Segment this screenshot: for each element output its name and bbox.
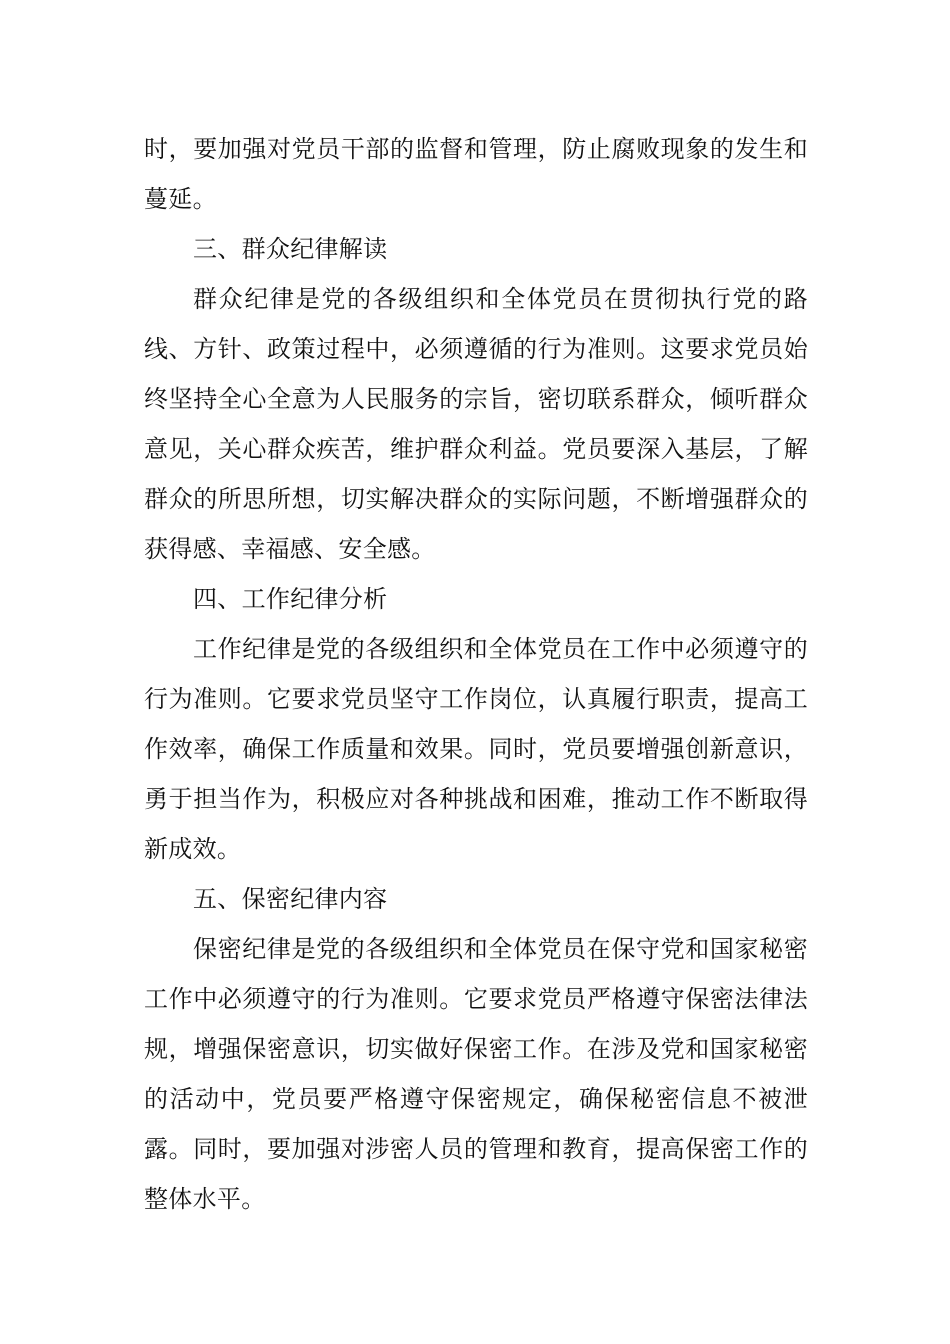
section-heading-work-discipline: 四、工作纪律分析 [193, 585, 388, 613]
section-heading-mass-discipline: 三、群众纪律解读 [193, 235, 388, 263]
document-body [144, 124, 808, 1224]
paragraph-mass-discipline: 群众纪律是党的各级组织和全体党员在贯彻执行党的路线、方针、政策过程中，必须遵循的行为准则。这要求党员始终坚持全心全意为人民服务的宗旨，密切联系群众，倾听群众意见，关心群众疾苦，维护群众利益。党员要深入基层，了解群众的所思所想，切实解决群众的实际问题，不断增强群众的获得感、幸福感、安全感。 [144, 285, 808, 563]
paragraph-continuation: 时，要加强对党员干部的监督和管理，防止腐败现象的发生和蔓延。 [144, 135, 808, 213]
section-heading-confidentiality-discipline: 五、保密纪律内容 [193, 885, 388, 913]
paragraph-confidentiality-discipline: 保密纪律是党的各级组织和全体党员在保守党和国家秘密工作中必须遵守的行为准则。它要求党员严格遵守保密法律法规，增强保密意识，切实做好保密工作。在涉及党和国家秘密的活动中，党员要严格遵守保密规定，确保秘密信息不被泄露。同时，要加强对涉密人员的管理和教育，提高保密工作的整体水平。 [144, 935, 808, 1213]
paragraph-work-discipline: 工作纪律是党的各级组织和全体党员在工作中必须遵守的行为准则。它要求党员坚守工作岗位，认真履行职责，提高工作效率，确保工作质量和效果。同时，党员要增强创新意识，勇于担当作为，积极应对各种挑战和困难，推动工作不断取得新成效。 [144, 635, 808, 863]
